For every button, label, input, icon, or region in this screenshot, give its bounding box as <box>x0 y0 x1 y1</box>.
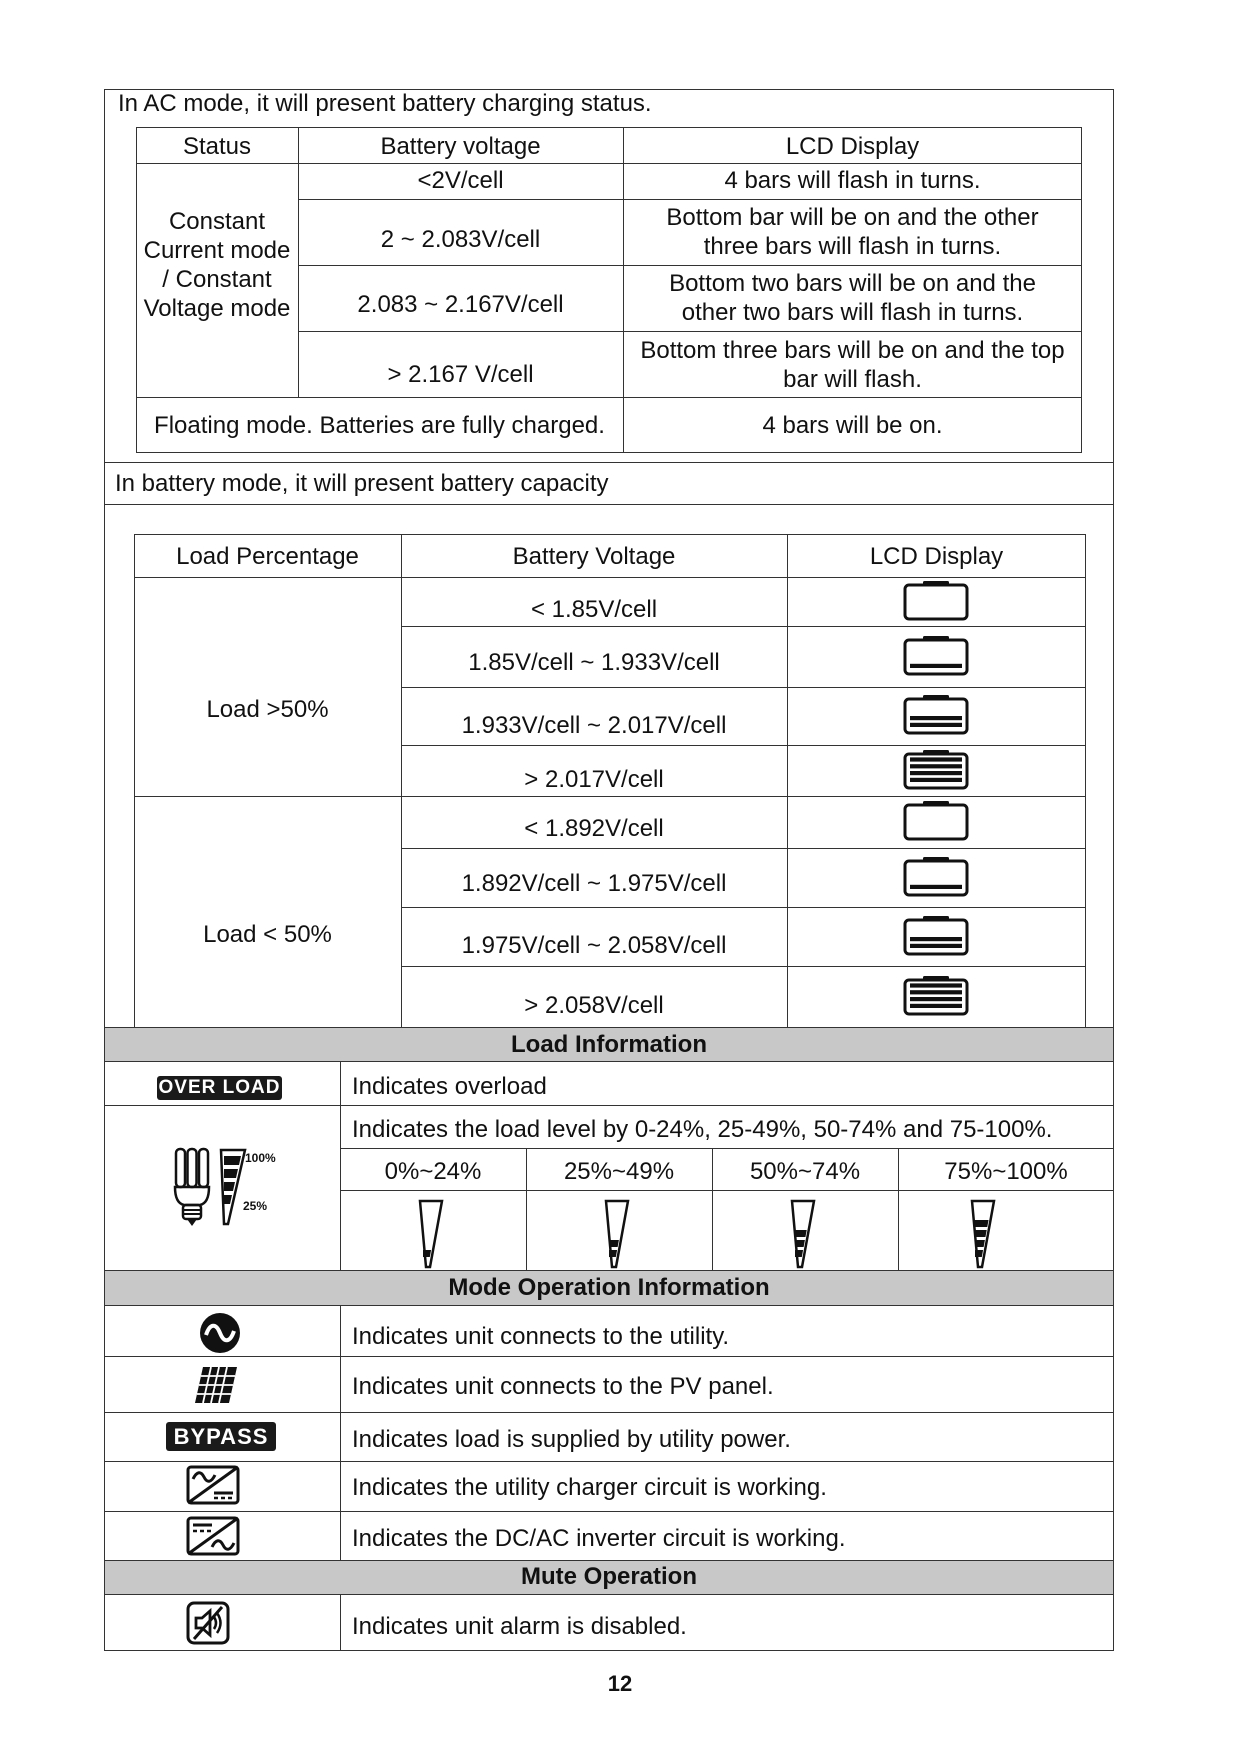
battery-g1-row-1-voltage: < 1.85V/cell <box>530 596 658 623</box>
battery-g2-row-4-voltage: > 2.058V/cell <box>524 992 664 1019</box>
ac-row-1-voltage: <2V/cell <box>417 167 504 194</box>
ac-mode-intro: In AC mode, it will present battery charging status. <box>118 90 652 117</box>
ac-row-3-lcd-line-1: Bottom two bars will be on and the <box>669 270 1036 297</box>
battery-g1-row-3-voltage: 1.933V/cell ~ 2.017V/cell <box>461 712 727 739</box>
ac-header-status: Status <box>182 133 252 160</box>
mute-text: Indicates unit alarm is disabled. <box>352 1613 687 1640</box>
ac-row-1-lcd: 4 bars will flash in turns. <box>724 167 981 194</box>
ac-row-2-lcd-line-2: three bars will flash in turns. <box>703 233 1002 260</box>
ac-status-line-1: Constant <box>168 208 266 235</box>
load-level-text: Indicates the load level by 0-24%, 25-49%, 50-74% and 75-100%. <box>352 1116 1053 1143</box>
load-level-label-3: 50%~74% <box>749 1158 861 1185</box>
mute-speaker-icon <box>186 1601 230 1645</box>
overload-badge: OVER LOAD <box>158 1077 281 1098</box>
meter-label-bottom: 25% <box>243 1199 268 1213</box>
battery-g1-row-4-voltage: > 2.017V/cell <box>524 766 664 793</box>
load-level-meter <box>606 1201 628 1267</box>
ac-status-line-3: / Constant <box>162 266 272 293</box>
overload-text: Indicates overload <box>352 1073 547 1100</box>
utility-ac-icon <box>198 1311 242 1355</box>
page-number: 12 <box>607 1671 633 1696</box>
ac-row-3-lcd-line-2: other two bars will flash in turns. <box>681 299 1024 326</box>
battery-g2-row-1-voltage: < 1.892V/cell <box>524 815 664 842</box>
load-level-meter <box>420 1201 442 1267</box>
ac-row-2-lcd-line-1: Bottom bar will be on and the other <box>666 204 1039 231</box>
battery-g1-row-2-voltage: 1.85V/cell ~ 1.933V/cell <box>468 649 720 676</box>
load-level-meter <box>972 1201 994 1267</box>
mode-row-3-text: Indicates load is supplied by utility power. <box>352 1426 791 1453</box>
ac-status-line-2: Current mode <box>143 237 291 264</box>
mode-row-1-text: Indicates unit connects to the utility. <box>352 1323 730 1350</box>
battery-group-2-load: Load < 50% <box>203 921 332 948</box>
load-level-label-4: 75%~100% <box>944 1158 1068 1185</box>
mode-info-title: Mode Operation Information <box>448 1274 770 1301</box>
battery-header-load: Load Percentage <box>176 543 359 570</box>
mode-row-5-text: Indicates the DC/AC inverter circuit is working. <box>352 1525 846 1552</box>
battery-g2-row-2-voltage: 1.892V/cell ~ 1.975V/cell <box>461 870 727 897</box>
ac-row-4-lcd-line-2: bar will flash. <box>783 366 922 393</box>
bypass-badge: BYPASS <box>166 1422 276 1451</box>
load-info-title: Load Information <box>511 1031 707 1058</box>
pv-panel-icon <box>193 1365 239 1405</box>
ac-header-voltage: Battery voltage <box>380 133 541 160</box>
battery-header-voltage: Battery Voltage <box>512 543 676 570</box>
ac-status-line-4: Voltage mode <box>143 295 291 322</box>
mute-info-title: Mute Operation <box>520 1563 697 1590</box>
battery-g2-row-3-voltage: 1.975V/cell ~ 2.058V/cell <box>461 932 727 959</box>
load-level-label-1: 0%~24% <box>384 1158 482 1185</box>
ac-dc-charger-icon <box>186 1465 240 1505</box>
ac-row-2-voltage: 2 ~ 2.083V/cell <box>380 226 541 253</box>
ac-floating-lcd: 4 bars will be on. <box>762 412 943 439</box>
dc-ac-inverter-icon <box>186 1516 240 1556</box>
battery-mode-intro: In battery mode, it will present battery capacity <box>115 470 609 497</box>
meter-label-top: 100% <box>245 1151 276 1165</box>
ac-row-4-voltage: > 2.167 V/cell <box>387 361 534 388</box>
load-level-meter <box>792 1201 814 1267</box>
load-level-label-2: 25%~49% <box>563 1158 675 1185</box>
mode-row-4-text: Indicates the utility charger circuit is working. <box>352 1474 827 1501</box>
ac-row-4-lcd-line-1: Bottom three bars will be on and the top <box>640 337 1065 364</box>
battery-group-1-load: Load >50% <box>206 696 329 723</box>
battery-header-lcd: LCD Display <box>869 543 1004 570</box>
ac-floating-label: Floating mode. Batteries are fully charged. <box>154 412 605 439</box>
mode-row-2-text: Indicates unit connects to the PV panel. <box>352 1373 774 1400</box>
ac-row-3-voltage: 2.083 ~ 2.167V/cell <box>357 291 564 318</box>
ac-header-lcd: LCD Display <box>785 133 920 160</box>
